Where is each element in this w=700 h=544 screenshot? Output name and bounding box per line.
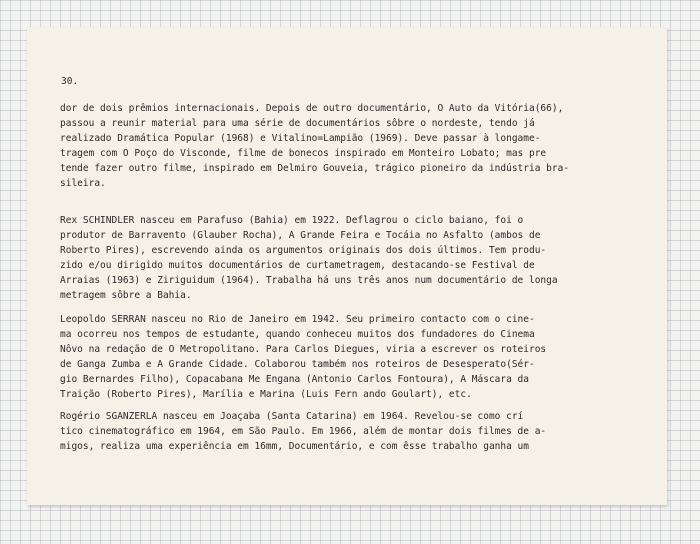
text-line: realizado Dramática Popular (1968) e Vitalino=Lampião (1969). Deve passar à longame- — [60, 133, 541, 144]
text-line: tende fazer outro filme, inspirado em Delmiro Gouveia, trágico pioneiro da indústria bra- — [60, 163, 570, 174]
text-line: passou a reunir material para uma série de documentários sôbre o nordeste, tendo já — [60, 118, 535, 129]
text-line: Roberto Pires), escrevendo ainda os argumentos originais dos dois últimos. Tem produ- — [60, 245, 547, 256]
text-line: Arraias (1963) e Ziriguidum (1964). Trabalha há uns três anos num documentário de longa — [60, 275, 558, 286]
text-line: tragem com O Poço do Visconde, filme de bonecos inspirado em Monteiro Lobato; mas pre — [60, 148, 547, 159]
text-line: metragem sôbre a Bahia. — [60, 290, 192, 301]
text-line: dor de dois prêmios internacionais. Depois de outro documentário, O Auto da Vitória(66), — [60, 103, 564, 114]
text-line: Rex SCHINDLER nasceu em Parafuso (Bahia) em 1922. Deflagrou o ciclo baiano, foi o — [60, 215, 524, 226]
paragraph-4 — [60, 409, 652, 454]
typewritten-page — [27, 27, 667, 505]
paragraph-1 — [60, 101, 652, 191]
text-line: Nôvo na redação de O Metropolitano. Para Carlos Diegues, viria a escrever os roteiros — [60, 344, 547, 355]
text-line: gio Bernardes Filho), Copacabana Me Engana (Antonio Carlos Fontoura), A Máscara da — [60, 374, 529, 385]
text-line: Leopoldo SERRAN nasceu no Rio de Janeiro em 1942. Seu primeiro contacto com o cine- — [60, 314, 535, 325]
text-line: tico cinematográfico em 1964, em São Paulo. Em 1966, além de montar dois filmes de a- — [60, 426, 547, 437]
page-number: 30. — [61, 76, 79, 87]
text-line: Rogério SGANZERLA nasceu em Joaçaba (Santa Catarina) em 1964. Revelou-se como crí — [60, 411, 524, 422]
paragraph-3 — [60, 312, 652, 402]
text-line: produtor de Barravento (Glauber Rocha), A Grande Feira e Tocáia no Asfalto (ambos de — [60, 230, 541, 241]
text-line: ma ocorreu nos tempos de estudante, quando conheceu muitos dos fundadores do Cinema — [60, 329, 535, 340]
text-line: migos, realiza uma experiência em 16mm, Documentário, e com êsse trabalho ganha um — [60, 441, 529, 452]
text-line: de Ganga Zumba e A Grande Cidade. Colaborou também nos roteiros de Desesperato(Sér- — [60, 359, 535, 370]
text-line: Traição (Roberto Pires), Marília e Marina (Luis Fern ando Goulart), etc. — [60, 389, 472, 400]
paragraph-2 — [60, 213, 652, 303]
text-line: sileira. — [60, 178, 106, 189]
text-line: zido e/ou dirigido muitos documentários de curtametragem, destacando-se Festival de — [60, 260, 535, 271]
